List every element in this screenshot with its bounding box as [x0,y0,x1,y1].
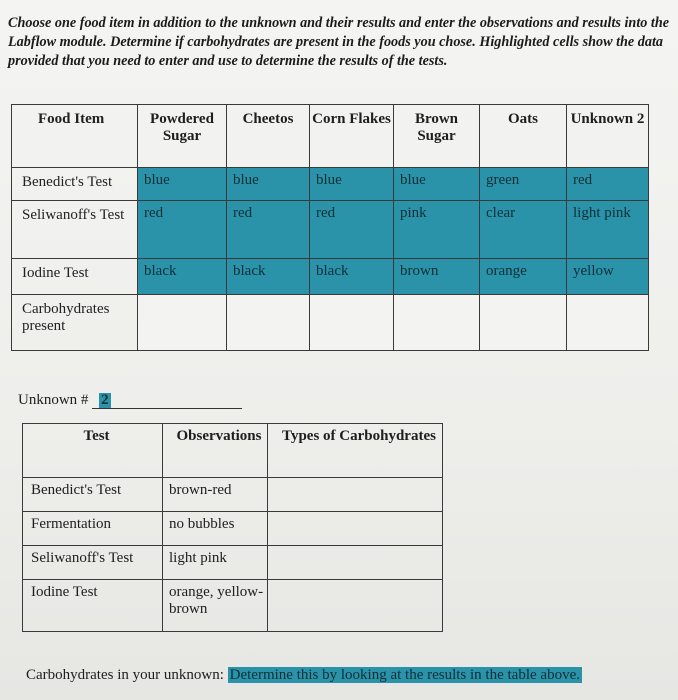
cell-carbs-cheetos[interactable] [227,295,310,351]
header-unknown-2: Unknown 2 [567,105,649,168]
cell-iodine-corn-flakes[interactable]: black [310,259,394,295]
obs-test-iodine: Iodine Test [23,580,163,632]
cell-carbs-corn-flakes[interactable] [310,295,394,351]
cell-seliwanoffs-corn-flakes[interactable]: red [310,201,394,259]
food-results-table [11,104,649,351]
row-label-iodine: Iodine Test [12,259,138,295]
unknown-number-value: 2 [101,392,109,408]
row-label-benedicts: Benedict's Test [12,168,138,201]
cell-seliwanoffs-powdered-sugar[interactable]: red [138,201,227,259]
benedicts-row [12,168,649,201]
cell-seliwanoffs-oats[interactable]: clear [480,201,567,259]
cell-iodine-brown-sugar[interactable]: brown [394,259,480,295]
cell-carbs-powdered-sugar[interactable] [138,295,227,351]
obs-observation-benedicts[interactable]: brown-red [163,478,268,512]
seliwanoffs-row [12,201,649,259]
unknown-number-field[interactable] [92,392,242,409]
instructions-text: Choose one food item in addition to the unknown and their results and enter the observations and results into the Labflow module. Determine if carbohydrates are present in the foods you chose. Highlighted cells show the data provided that you need to enter and use to determine the results of the tests. [8,15,670,69]
unknown-number-label: Unknown # [18,392,89,408]
cell-iodine-powdered-sugar[interactable]: black [138,259,227,295]
carbohydrates-present-row [12,295,649,351]
footer-label: Carbohydrates in your unknown: [26,667,224,683]
obs-test-seliwanoffs: Seliwanoff's Test [23,546,163,580]
header-oats: Oats [480,105,567,168]
header-cheetos: Cheetos [227,105,310,168]
cell-seliwanoffs-brown-sugar[interactable]: pink [394,201,480,259]
cell-benedicts-oats[interactable]: green [480,168,567,201]
header-powdered-sugar: Powdered Sugar [138,105,227,168]
header-observations: Observations [163,424,268,478]
obs-type-seliwanoffs[interactable] [268,546,443,580]
obs-observation-seliwanoffs[interactable]: light pink [163,546,268,580]
cell-carbs-unknown[interactable] [567,295,649,351]
cell-carbs-oats[interactable] [480,295,567,351]
cell-benedicts-unknown[interactable]: red [567,168,649,201]
header-test: Test [23,424,163,478]
obs-type-benedicts[interactable] [268,478,443,512]
cell-seliwanoffs-cheetos[interactable]: red [227,201,310,259]
cell-benedicts-corn-flakes[interactable]: blue [310,168,394,201]
obs-type-iodine[interactable] [268,580,443,632]
observations-table [22,423,443,632]
footer-highlight: Determine this by looking at the results in the table above. [229,667,580,683]
cell-seliwanoffs-unknown[interactable]: light pink [567,201,649,259]
cell-carbs-brown-sugar[interactable] [394,295,480,351]
row-label-carbohydrates-present: Carbohydrates present [12,295,138,351]
header-types-of-carbohydrates: Types of Carbohydrates [268,424,443,478]
cell-benedicts-cheetos[interactable]: blue [227,168,310,201]
obs-row-fermentation [23,512,443,546]
header-brown-sugar: Brown Sugar [394,105,480,168]
cell-benedicts-brown-sugar[interactable]: blue [394,168,480,201]
row-label-seliwanoffs: Seliwanoff's Test [12,201,138,259]
cell-iodine-oats[interactable]: orange [480,259,567,295]
obs-type-fermentation[interactable] [268,512,443,546]
obs-row-iodine [23,580,443,632]
unknown-number-line [18,392,242,409]
obs-row-benedicts [23,478,443,512]
header-food-item: Food Item [12,105,138,168]
obs-test-fermentation: Fermentation [23,512,163,546]
obs-table-header-row [23,424,443,478]
iodine-row [12,259,649,295]
obs-row-seliwanoffs [23,546,443,580]
cell-benedicts-powdered-sugar[interactable]: blue [138,168,227,201]
obs-observation-iodine[interactable]: orange, yellow-brown [163,580,268,632]
obs-observation-fermentation[interactable]: no bubbles [163,512,268,546]
carbohydrates-footer [26,667,582,684]
cell-iodine-cheetos[interactable]: black [227,259,310,295]
header-corn-flakes: Corn Flakes [310,105,394,168]
cell-iodine-unknown[interactable]: yellow [567,259,649,295]
food-table-header-row [12,105,649,168]
obs-test-benedicts: Benedict's Test [23,478,163,512]
